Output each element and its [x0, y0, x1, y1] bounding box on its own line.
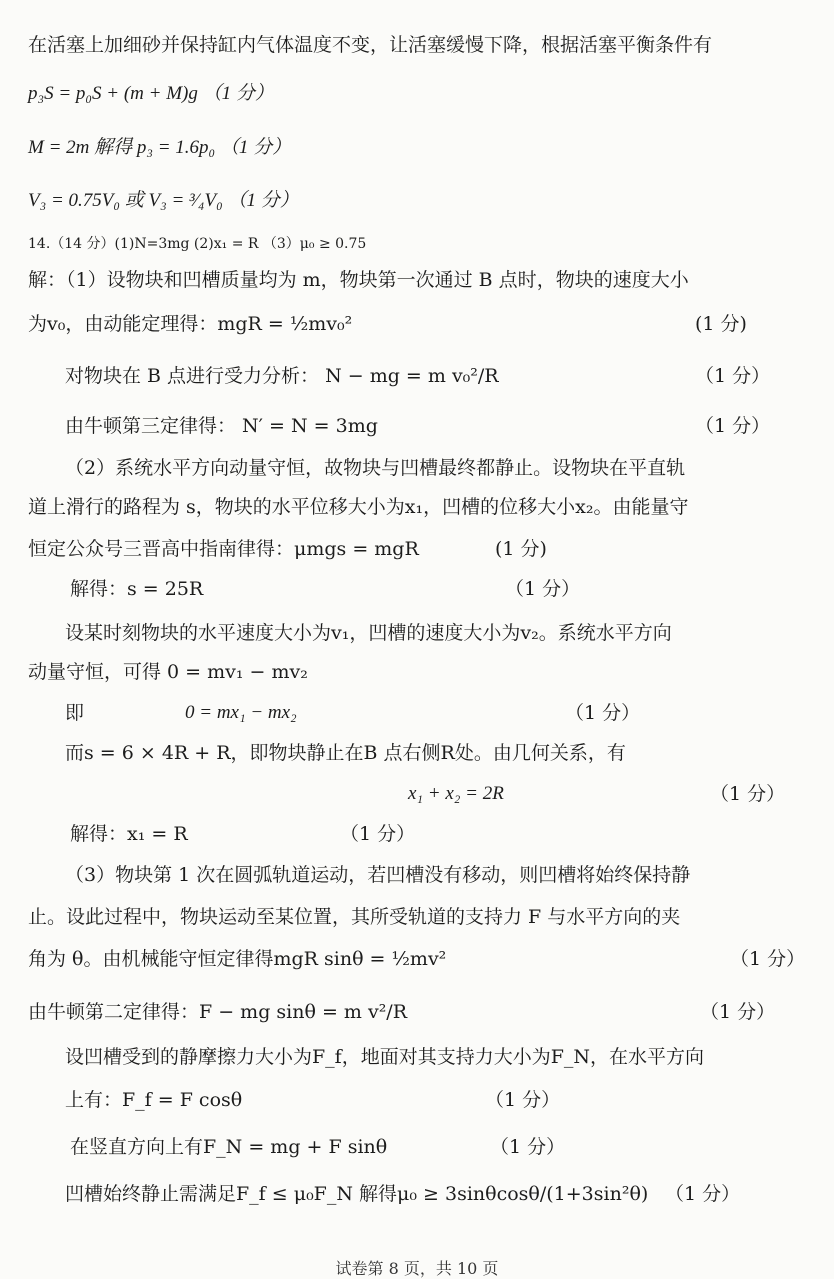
text-line: 解得：x₁ = R [70, 823, 188, 845]
text-line: （2）系统水平方向动量守恒，故物块与凹槽最终都静止。设物块在平直轨 [65, 457, 686, 479]
score-label: （1 分） [730, 948, 806, 970]
text-line: （3）物块第 1 次在圆弧轨道运动，若凹槽没有移动，则凹槽将始终保持静 [65, 864, 691, 886]
score-label: （1 分） [505, 578, 581, 600]
text-line: 由牛顿第三定律得： N′ = N = 3mg [65, 415, 378, 437]
text-line: 设某时刻物块的水平速度大小为v₁，凹槽的速度大小为v₂。系统水平方向 [65, 622, 672, 644]
text-line: 在活塞上加细砂并保持缸内气体温度不变，让活塞缓慢下降，根据活塞平衡条件有 [28, 34, 713, 56]
equation: x₁ + x₂ = 2R [408, 783, 504, 804]
score-label: （1 分） [665, 1183, 741, 1205]
text-line: 角为 θ。由机械能守恒定律得mgR sinθ = ½mv² [28, 948, 447, 970]
score-label: （1 分） [340, 823, 416, 845]
score-label: （1 分） [700, 1001, 776, 1023]
text-line: 道上滑行的路程为 s，物块的水平位移大小为x₁，凹槽的位移大小x₂。由能量守 [28, 496, 689, 518]
text-line: 动量守恒，可得 0 = mv₁ − mv₂ [28, 661, 308, 683]
score-label: (1 分) [495, 538, 547, 560]
text-line: 在竖直方向上有F_N = mg + F sinθ [70, 1136, 388, 1158]
score-label: （1 分） [485, 1089, 561, 1111]
score-label: （1 分） [695, 365, 771, 387]
score-label: (1 分) [695, 313, 747, 335]
answer-summary: 14.（14 分）(1)N=3mg (2)x₁ = R （3）μ₀ ≥ 0.75 [28, 236, 367, 252]
equation-line: M = 2m 解得 p₃ = 1.6p₀ （1 分） [28, 137, 292, 158]
score-label: （1 分） [695, 415, 771, 437]
equation-line: p₃S = p₀S + (m + M)g （1 分） [28, 83, 274, 104]
text-line: 即 [65, 702, 85, 724]
text-line: 由牛顿第二定律得：F − mg sinθ = m v²/R [28, 1001, 408, 1023]
page-footer: 试卷第 8 页，共 10 页 [335, 1259, 499, 1278]
text-line: 而s = 6 × 4R + R，即物块静止在B 点右侧R处。由几何关系，有 [65, 742, 626, 764]
text-line: 解：（1）设物块和凹槽质量均为 m，物块第一次通过 B 点时，物块的速度大小 [28, 269, 689, 291]
score-label: （1 分） [565, 702, 641, 724]
text-line: 对物块在 B 点进行受力分析： N − mg = m v₀²/R [65, 365, 499, 387]
score-label: （1 分） [710, 783, 786, 805]
text-line: 为v₀，由动能定理得：mgR = ½mv₀² [28, 313, 353, 335]
text-line: 止。设此过程中，物块运动至某位置，其所受轨道的支持力 F 与水平方向的夹 [28, 906, 681, 928]
text-line: 凹槽始终静止需满足F_f ≤ μ₀F_N 解得μ₀ ≥ 3sinθcosθ/(1+3sin²θ) [65, 1183, 649, 1205]
text-line: 设凹槽受到的静摩擦力大小为F_f，地面对其支持力大小为F_N，在水平方向 [65, 1046, 705, 1068]
equation: 0 = mx₁ − mx₂ [185, 702, 297, 723]
equation-line: V₃ = 0.75V₀ 或 V₃ = ³⁄₄V₀ （1 分） [28, 190, 299, 211]
text-line: 解得：s = 25R [70, 578, 204, 600]
score-label: （1 分） [490, 1136, 566, 1158]
text-line: 恒定公众号三晋高中指南律得：μmgs = mgR [28, 538, 419, 560]
text-line: 上有：F_f = F cosθ [65, 1089, 243, 1111]
